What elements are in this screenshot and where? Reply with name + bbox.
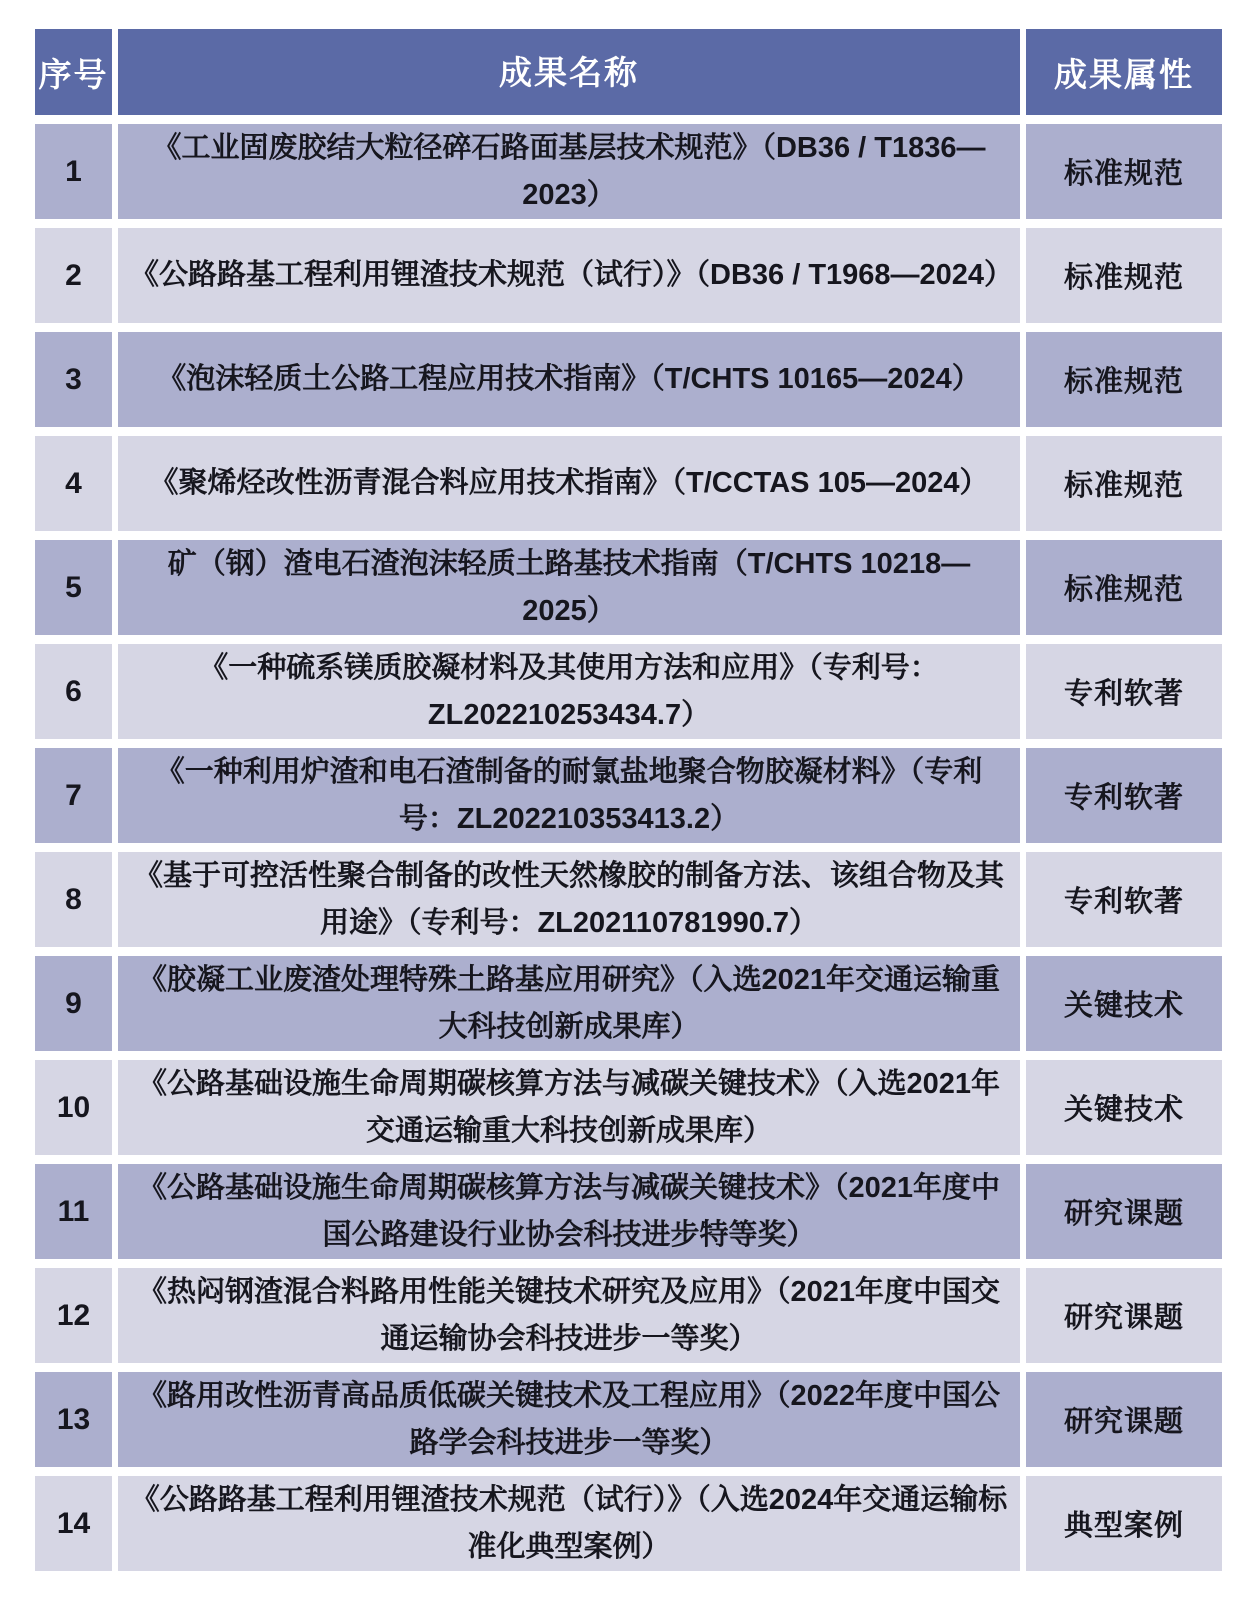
result-name: 《工业固废胶结大粒径碎石路面基层技术规范》（DB36 / T1836—2023） xyxy=(118,124,1020,219)
result-name: 《路用改性沥青高品质低碳关键技术及工程应用》（2022年度中国公路学会科技进步一等奖） xyxy=(118,1372,1020,1467)
result-attribute: 关键技术 xyxy=(1026,956,1222,1051)
result-attribute: 研究课题 xyxy=(1026,1372,1222,1467)
row-index: 2 xyxy=(35,228,112,323)
result-name: 《一种硫系镁质胶凝材料及其使用方法和应用》（专利号：ZL202210253434.7） xyxy=(118,644,1020,739)
row-index: 11 xyxy=(35,1164,112,1259)
row-index: 1 xyxy=(35,124,112,219)
result-name: 《公路路基工程利用锂渣技术规范（试行）》（DB36 / T1968—2024） xyxy=(118,228,1020,323)
result-name: 《一种利用炉渣和电石渣制备的耐氯盐地聚合物胶凝材料》（专利号：ZL202210353413.2） xyxy=(118,748,1020,843)
row-index: 9 xyxy=(35,956,112,1051)
result-attribute: 标准规范 xyxy=(1026,332,1222,427)
result-attribute: 标准规范 xyxy=(1026,540,1222,635)
table-row xyxy=(35,748,1222,843)
row-index: 5 xyxy=(35,540,112,635)
result-name: 《泡沫轻质土公路工程应用技术指南》（T/CHTS 10165—2024） xyxy=(118,332,1020,427)
result-name: 《胶凝工业废渣处理特殊土路基应用研究》（入选2021年交通运输重大科技创新成果库） xyxy=(118,956,1020,1051)
result-attribute: 专利软著 xyxy=(1026,644,1222,739)
result-name: 矿（钢）渣电石渣泡沫轻质土路基技术指南（T/CHTS 10218—2025） xyxy=(118,540,1020,635)
table-row xyxy=(35,644,1222,739)
result-name: 《热闷钢渣混合料路用性能关键技术研究及应用》（2021年度中国交通运输协会科技进步一等奖） xyxy=(118,1268,1020,1363)
result-name: 《公路基础设施生命周期碳核算方法与减碳关键技术》（2021年度中国公路建设行业协会科技进步特等奖） xyxy=(118,1164,1020,1259)
result-attribute: 典型案例 xyxy=(1026,1476,1222,1571)
result-attribute: 研究课题 xyxy=(1026,1164,1222,1259)
result-attribute: 关键技术 xyxy=(1026,1060,1222,1155)
table-header-row xyxy=(35,29,1222,115)
result-attribute: 标准规范 xyxy=(1026,228,1222,323)
result-name: 《聚烯烃改性沥青混合料应用技术指南》（T/CCTAS 105—2024） xyxy=(118,436,1020,531)
table-row xyxy=(35,1372,1222,1467)
result-attribute: 标准规范 xyxy=(1026,124,1222,219)
table-row xyxy=(35,852,1222,947)
row-index: 3 xyxy=(35,332,112,427)
row-index: 13 xyxy=(35,1372,112,1467)
row-index: 10 xyxy=(35,1060,112,1155)
table-row xyxy=(35,436,1222,531)
table-row xyxy=(35,1164,1222,1259)
column-header-name: 成果名称 xyxy=(118,29,1020,115)
row-index: 8 xyxy=(35,852,112,947)
result-name: 《公路路基工程利用锂渣技术规范（试行）》（入选2024年交通运输标准化典型案例） xyxy=(118,1476,1020,1571)
table-row xyxy=(35,540,1222,635)
row-index: 12 xyxy=(35,1268,112,1363)
result-name: 《基于可控活性聚合制备的改性天然橡胶的制备方法、该组合物及其用途》（专利号：ZL202110781990.7） xyxy=(118,852,1020,947)
table-row xyxy=(35,956,1222,1051)
table-row xyxy=(35,332,1222,427)
column-header-attribute: 成果属性 xyxy=(1026,29,1222,115)
column-header-index: 序号 xyxy=(35,29,112,115)
row-index: 6 xyxy=(35,644,112,739)
row-index: 7 xyxy=(35,748,112,843)
result-name: 《公路基础设施生命周期碳核算方法与减碳关键技术》（入选2021年交通运输重大科技创新成果库） xyxy=(118,1060,1020,1155)
result-attribute: 研究课题 xyxy=(1026,1268,1222,1363)
row-index: 14 xyxy=(35,1476,112,1571)
result-attribute: 专利软著 xyxy=(1026,748,1222,843)
table-row xyxy=(35,124,1222,219)
row-index: 4 xyxy=(35,436,112,531)
table-row xyxy=(35,1060,1222,1155)
result-attribute: 专利软著 xyxy=(1026,852,1222,947)
result-attribute: 标准规范 xyxy=(1026,436,1222,531)
table-row xyxy=(35,1476,1222,1571)
results-table xyxy=(35,29,1222,1571)
table-row xyxy=(35,228,1222,323)
table-row xyxy=(35,1268,1222,1363)
